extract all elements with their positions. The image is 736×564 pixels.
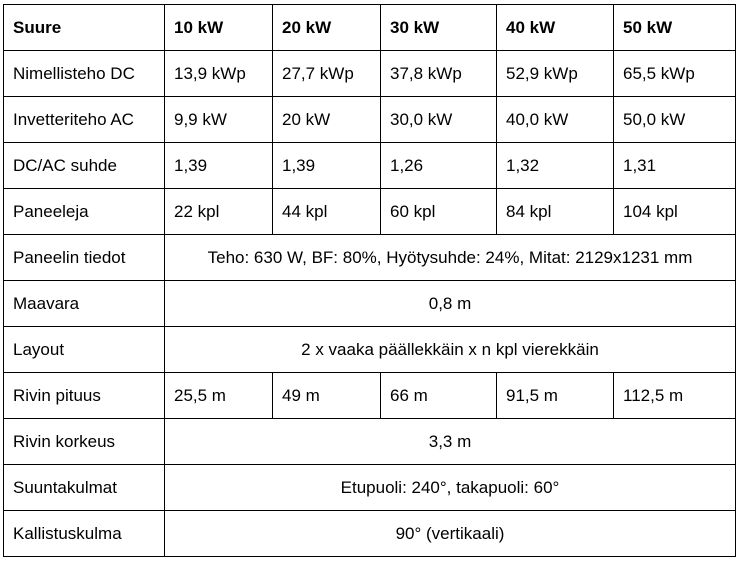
table-cell: 44 kpl [273,189,381,235]
merged-cell: Etupuoli: 240°, takapuoli: 60° [165,465,736,511]
table-cell: 1,39 [273,143,381,189]
table-cell: 112,5 m [614,373,736,419]
table-cell: 52,9 kWp [497,51,614,97]
table-cell: 30,0 kW [381,97,497,143]
row-label: Rivin korkeus [4,419,165,465]
table-row [4,281,736,327]
merged-cell: 3,3 m [165,419,736,465]
merged-cell: 90° (vertikaali) [165,511,736,557]
specification-table [3,4,736,557]
row-label: Rivin pituus [4,373,165,419]
header-50kw: 50 kW [614,5,736,51]
table-cell: 1,31 [614,143,736,189]
merged-cell: Teho: 630 W, BF: 80%, Hyötysuhde: 24%, Mitat: 2129x1231 mm [165,235,736,281]
row-label: Maavara [4,281,165,327]
row-label: Layout [4,327,165,373]
header-10kw: 10 kW [165,5,273,51]
table-cell: 40,0 kW [497,97,614,143]
header-30kw: 30 kW [381,5,497,51]
header-20kw: 20 kW [273,5,381,51]
table-row [4,511,736,557]
table-row [4,97,736,143]
table-cell: 9,9 kW [165,97,273,143]
table-cell: 22 kpl [165,189,273,235]
table-header-row [4,5,736,51]
row-label: Paneeleja [4,189,165,235]
table-row [4,235,736,281]
table-cell: 49 m [273,373,381,419]
table-cell: 1,32 [497,143,614,189]
table-cell: 104 kpl [614,189,736,235]
table-cell: 1,26 [381,143,497,189]
row-label: Suuntakulmat [4,465,165,511]
table-cell: 91,5 m [497,373,614,419]
merged-cell: 0,8 m [165,281,736,327]
table-cell: 37,8 kWp [381,51,497,97]
table-cell: 84 kpl [497,189,614,235]
table-row [4,465,736,511]
table-cell: 1,39 [165,143,273,189]
merged-cell: 2 x vaaka päällekkäin x n kpl vierekkäin [165,327,736,373]
table-row [4,419,736,465]
header-quantity: Suure [4,5,165,51]
row-label: DC/AC suhde [4,143,165,189]
table-cell: 20 kW [273,97,381,143]
table-cell: 25,5 m [165,373,273,419]
table-cell: 66 m [381,373,497,419]
row-label: Nimellisteho DC [4,51,165,97]
table-cell: 13,9 kWp [165,51,273,97]
table-row [4,189,736,235]
table-cell: 60 kpl [381,189,497,235]
table-cell: 27,7 kWp [273,51,381,97]
header-40kw: 40 kW [497,5,614,51]
table-row [4,327,736,373]
table-row [4,373,736,419]
row-label: Kallistuskulma [4,511,165,557]
table-row [4,51,736,97]
row-label: Paneelin tiedot [4,235,165,281]
table-row [4,143,736,189]
table-cell: 50,0 kW [614,97,736,143]
table-cell: 65,5 kWp [614,51,736,97]
row-label: Invetteriteho AC [4,97,165,143]
